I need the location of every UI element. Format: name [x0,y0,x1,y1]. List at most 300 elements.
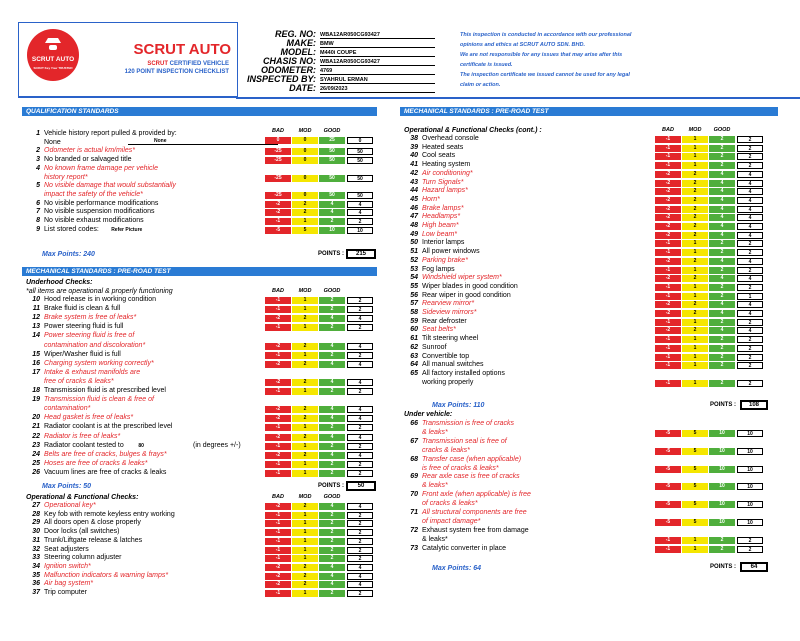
item-text: Trunk/Liftgate release & latches [44,536,143,544]
score-points: 10 [737,501,763,508]
score-good: 2 [709,380,735,387]
item-text: Brake system is free of leaks* [44,314,137,322]
item-text: Radiator is free of leaks* [44,432,121,440]
score-points: 2 [347,538,373,545]
score-points: 4 [737,275,763,282]
score-mod: 2 [682,258,708,265]
score-bad: -1 [655,319,681,326]
item-number: 33 [32,554,40,562]
item-number: 9 [36,225,40,233]
score-bad: -1 [265,547,291,554]
score-good: 2 [709,345,735,352]
item-text: Air bag system* [44,580,94,588]
score-mod: 1 [292,324,318,331]
score-bad: -5 [655,501,681,508]
score-mod: 1 [682,293,708,300]
logo-subtitle: SCRUT Key Your TRUSTED [33,66,73,70]
score-points: 4 [347,452,373,459]
score-bad: -1 [265,424,291,431]
score-mod: 1 [682,240,708,247]
reg-label: DATE: [289,83,316,93]
score-mod: 2 [292,573,318,580]
score-points: 2 [347,218,373,225]
score-bad: 0 [265,137,291,144]
score-mod: 1 [292,352,318,359]
item-text-line2: contamination* [44,405,91,413]
score-good: 4 [319,503,345,510]
item-text: Headlamps* [422,213,461,221]
reg-value: SYAHRUL ERMAN [320,75,435,84]
reg-value: 4769 [320,66,435,75]
score-good: 4 [709,327,735,334]
disclaimer-line: opinions and ethics at SCRUT AUTO SDN. BHD. [460,42,585,48]
reg-label: MODEL: [280,47,316,57]
item-number: 31 [32,536,40,544]
item-text: Power steering fluid is full [44,323,124,331]
score-good: 2 [319,424,345,431]
item-number: 69 [410,473,418,481]
score-points: 4 [347,315,373,322]
score-mod: 0 [292,148,318,155]
item-text: Odometer is actual km/miles* [44,147,136,155]
score-good: 2 [319,590,345,597]
item-number: 50 [410,239,418,247]
score-bad: -5 [655,483,681,490]
score-good: 10 [709,501,735,508]
item-number: 18 [32,387,40,394]
item-number: 6 [36,199,40,207]
score-points: 4 [347,343,373,350]
score-points: 10 [737,430,763,437]
item-number: 52 [410,256,418,264]
score-good: 4 [709,214,735,221]
score-mod: 1 [682,136,708,143]
score-good: 2 [319,306,345,313]
item-text: Transmission fluid is clean & free of [44,396,154,404]
col-head-mod: MOD [298,494,312,500]
score-good: 2 [709,136,735,143]
score-mod: 1 [292,443,318,450]
item-number: 14 [32,332,40,340]
score-bad: -2 [265,406,291,413]
score-bad: -2 [265,573,291,580]
item-text: Interior lamps [422,239,465,247]
score-mod: 0 [292,175,318,182]
reg-value: M440i COUPE [320,48,435,57]
item-text: Charging system working correctly* [44,359,154,367]
reg-label: ODOMETER: [261,65,316,75]
score-good: 4 [709,223,735,230]
item-text: Intake & exhaust manifolds are [44,368,141,376]
score-points: 2 [347,590,373,597]
item-text: Rear axle case is free of cracks [422,473,520,481]
item-text: No visible exhaust modifications [44,217,144,224]
item-number: 43 [410,178,418,186]
item-number: 71 [410,509,418,516]
item-text: Seat adjusters [44,545,89,553]
item-text: Front axle (when applicable) is free [422,491,531,499]
score-good: 2 [709,546,735,553]
score-good: 2 [709,162,735,169]
reg-value: 26/09/2023 [320,84,435,93]
score-mod: 5 [682,448,708,455]
score-points: 2 [737,380,763,387]
score-points: 4 [737,214,763,221]
score-good: 50 [319,157,345,164]
under-vehicle-title: Under vehicle: [404,411,453,418]
score-good: 4 [319,564,345,571]
item-text: Trip computer [44,589,87,596]
score-bad: -1 [265,297,291,304]
mech2b-points-total: 64 [740,562,768,572]
score-bad: -1 [265,520,291,527]
score-mod: 2 [292,209,318,216]
qual-points-total: 215 [346,249,376,259]
score-bad: -1 [655,380,681,387]
score-points: 2 [347,297,373,304]
score-good: 2 [319,461,345,468]
score-mod: 1 [682,354,708,361]
score-points: 50 [347,175,373,182]
item-text: Sideview mirrors* [422,309,477,316]
score-mod: 1 [682,145,708,152]
qual-max-points: Max Points: 240 [42,251,95,258]
score-bad: -2 [265,315,291,322]
score-good: 4 [709,206,735,213]
score-bad: -1 [265,388,291,395]
item-text-suffix: (in degrees +/-) [193,441,241,449]
score-points: 4 [737,258,763,265]
score-points: 2 [737,284,763,291]
score-good: 4 [319,573,345,580]
score-bad: -2 [655,223,681,230]
score-mod: 2 [682,214,708,221]
score-points: 2 [347,388,373,395]
item-number: 3 [36,156,40,164]
item-number: 46 [410,204,418,212]
score-mod: 1 [292,388,318,395]
score-points: 2 [347,306,373,313]
score-mod: 2 [682,197,708,204]
item-text: Radiator coolant is at the prescribed level [44,423,173,431]
score-good: 10 [709,466,735,473]
score-points: 1 [737,293,763,300]
col-head-good: GOOD [323,288,341,294]
col-head-bad: BAD [272,128,284,134]
score-points: 2 [737,362,763,369]
score-points: 0 [347,137,373,144]
score-bad: -2 [265,343,291,350]
mech1-points-label: POINTS : [318,483,345,489]
item-text: Cool seats [422,152,456,160]
score-good: 4 [319,315,345,322]
item-text: Vacuum lines are free of cracks & leaks [44,468,167,476]
score-points: 4 [737,180,763,187]
score-bad: -5 [655,466,681,473]
score-points: 4 [347,379,373,386]
item-text: Overhead console [422,135,479,142]
item-number: 2 [36,147,40,155]
item-number: 7 [36,208,40,216]
score-mod: 2 [292,315,318,322]
score-good: 2 [319,529,345,536]
score-points: 2 [347,547,373,554]
score-good: 2 [709,336,735,343]
score-mod: 1 [682,153,708,160]
score-mod: 1 [682,267,708,274]
item-text: Hazard lamps* [422,187,468,195]
score-bad: -1 [655,284,681,291]
score-mod: 5 [292,227,318,234]
score-bad: -2 [655,180,681,187]
score-good: 2 [319,547,345,554]
score-good: 2 [319,470,345,477]
item-number: 26 [32,468,40,476]
item-number: 66 [410,420,418,427]
reg-value: BMW [320,39,435,48]
item-text: Belts are free of cracks, bulges & frays* [44,450,167,458]
score-points: 2 [737,345,763,352]
item-number: 21 [32,423,40,431]
item-number: 45 [410,195,418,203]
score-mod: 1 [292,461,318,468]
score-bad: -2 [655,301,681,308]
item-text: Door locks (all switches) [44,528,120,536]
score-good: 4 [709,171,735,178]
item-text: Tilt steering wheel [422,335,479,343]
score-good: 25 [319,137,345,144]
score-bad: -1 [655,145,681,152]
score-bad: -2 [265,379,291,386]
score-points: 10 [737,483,763,490]
mech2-points-label: POINTS : [710,402,737,408]
score-points: 10 [737,466,763,473]
item-number: 73 [410,544,418,552]
item-text: No visible damage that would substantially [44,182,176,190]
score-good: 50 [319,175,345,182]
score-points: 2 [347,529,373,536]
score-good: 4 [709,188,735,195]
score-bad: -1 [655,162,681,169]
score-good: 2 [319,512,345,519]
score-points: 4 [347,201,373,208]
score-points: 50 [347,148,373,155]
score-good: 4 [319,343,345,350]
item-text: Operational key* [44,502,96,509]
score-mod: 2 [292,343,318,350]
score-mod: 2 [292,406,318,413]
disclaimer-line: The inspection certificate we issued cannot be used for any legal [460,72,630,78]
score-mod: 1 [682,319,708,326]
score-bad: -25 [265,175,291,182]
item-number: 70 [410,491,418,499]
col-head-bad: BAD [662,127,674,133]
score-bad: -5 [655,430,681,437]
item-number: 32 [32,545,40,553]
item-number: 25 [32,459,40,467]
reg-label: REG. NO: [274,29,316,39]
score-bad: -1 [265,352,291,359]
score-good: 4 [709,232,735,239]
item-number: 37 [32,589,40,596]
score-bad: -1 [265,306,291,313]
item-number: 20 [32,414,40,422]
item-number: 54 [410,274,418,282]
score-good: 2 [709,362,735,369]
score-mod: 5 [682,466,708,473]
score-points: 4 [737,232,763,239]
item-text: High beam* [422,222,459,229]
item-number: 30 [32,528,40,536]
score-bad: -1 [265,461,291,468]
item-text: Fog lamps [422,265,455,273]
item-number: 38 [410,135,418,142]
score-mod: 1 [292,538,318,545]
item-text: Transmission fluid is at prescribed level [44,387,166,394]
score-points: 2 [737,249,763,256]
score-points: 2 [737,145,763,152]
score-bad: -1 [265,555,291,562]
item-number: 41 [410,161,418,169]
score-bad: -1 [265,529,291,536]
mechanical-bar-right: MECHANICAL STANDARDS : PRE-ROAD TEST [400,107,778,116]
score-good: 2 [319,388,345,395]
reg-label: INSPECTED BY: [246,74,316,84]
score-good: 2 [319,218,345,225]
score-bad: -25 [265,157,291,164]
score-mod: 5 [682,483,708,490]
col-head-mod: MOD [688,127,702,133]
score-mod: 1 [292,529,318,536]
score-bad: -2 [265,361,291,368]
item-number: 15 [32,350,40,358]
reg-label: MAKE: [286,38,316,48]
score-points: 4 [737,223,763,230]
item-number: 8 [36,217,40,224]
score-mod: 2 [292,201,318,208]
score-points: 10 [737,519,763,526]
score-bad: -2 [655,310,681,317]
score-good: 4 [319,406,345,413]
score-good: 2 [709,249,735,256]
disclaimer-line: This inspection is conducted in accordance with our professional [460,32,632,38]
item-number: 28 [32,510,40,518]
score-bad: -1 [655,345,681,352]
score-mod: 1 [682,284,708,291]
item-text-line2: working properly [422,378,474,386]
score-bad: -2 [655,327,681,334]
item-number: 64 [410,361,418,369]
score-mod: 2 [682,188,708,195]
score-mod: 0 [292,137,318,144]
item-provider: None [128,138,278,145]
score-bad: -1 [655,336,681,343]
score-bad: -1 [655,249,681,256]
score-bad: -1 [265,590,291,597]
score-bad: -1 [655,537,681,544]
logo-title: SCRUT AUTO [31,56,75,63]
item-number: 63 [410,352,418,360]
item-number: 13 [32,323,40,331]
score-points: 50 [347,157,373,164]
score-mod: 2 [292,564,318,571]
mechanical-bar-left: MECHANICAL STANDARDS : PRE-ROAD TEST [22,267,377,276]
score-bad: -1 [265,470,291,477]
item-text: Seat belts* [422,326,456,334]
score-good: 10 [709,430,735,437]
item-text: Turn Signals* [422,178,464,186]
item-text: No visible suspension modifications [44,208,155,216]
item-number: 58 [410,309,418,316]
item-number: 17 [32,368,40,376]
score-good: 2 [709,537,735,544]
score-points: 4 [737,188,763,195]
score-mod: 5 [682,430,708,437]
score-mod: 2 [682,223,708,230]
item-text: Heated seats [422,143,464,151]
item-text: Ignition switch* [44,562,91,570]
score-points: 2 [347,520,373,527]
item-number: 47 [410,213,418,221]
score-good: 4 [709,310,735,317]
score-mod: 2 [292,581,318,588]
reg-label: CHASIS NO: [262,56,316,66]
score-mod: 1 [292,218,318,225]
score-points: 4 [347,564,373,571]
score-good: 2 [319,324,345,331]
score-mod: 1 [292,520,318,527]
score-bad: -1 [265,512,291,519]
item-text: Hoses are free of cracks & leaks* [44,459,148,467]
score-points: 2 [737,267,763,274]
item-number: 39 [410,143,418,151]
score-good: 10 [709,448,735,455]
disclaimer-line: claim or action. [460,82,501,88]
score-mod: 1 [682,380,708,387]
score-good: 2 [709,293,735,300]
score-mod: 2 [682,327,708,334]
item-text: Windshield wiper system* [422,274,502,282]
sub1-brand: SCRUT [147,61,168,67]
item-number: 72 [410,526,418,534]
col-head-mod: MOD [298,288,312,294]
item-text: All factory installed options [422,369,505,377]
score-points: 2 [347,424,373,431]
item-text: Transmission seal is free of [422,437,507,445]
mech2-points-total: 108 [740,400,768,410]
score-points: 2 [737,336,763,343]
item-number: 65 [410,369,418,377]
score-bad: -1 [655,546,681,553]
item-text: All structural components are free [422,509,527,516]
score-mod: 2 [682,275,708,282]
score-good: 4 [319,434,345,441]
score-points: 2 [347,470,373,477]
item-text: All manual switches [422,361,484,369]
score-mod: 2 [682,310,708,317]
item-number: 44 [410,187,418,195]
item-text: Air conditioning* [422,169,473,177]
item-number: 68 [410,455,418,463]
score-good: 4 [709,258,735,265]
score-mod: 2 [292,434,318,441]
score-mod: 2 [292,379,318,386]
item-number: 12 [32,314,40,322]
item-number: 1 [36,130,40,137]
item-note: Refer Picture [111,226,143,233]
disclaimer-line: We are not responsible for any issues that may arise after this [460,52,623,58]
item-note: 80 [138,442,144,449]
